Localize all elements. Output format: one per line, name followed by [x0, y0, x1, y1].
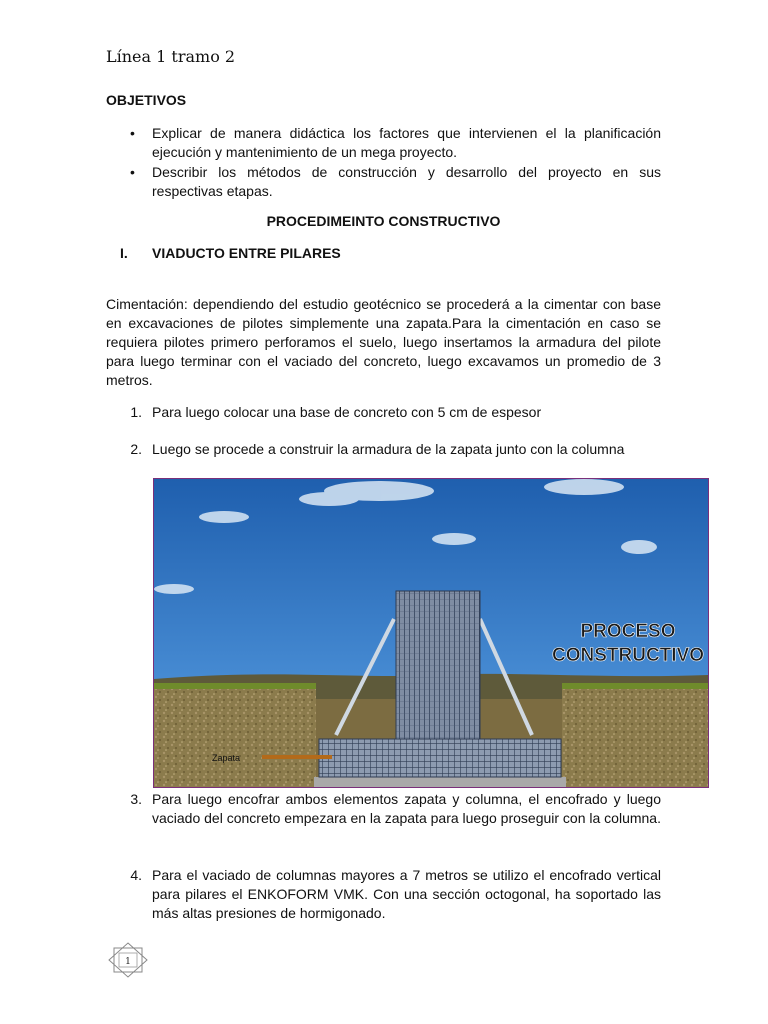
- procedure-heading: PROCEDIMEINTO CONSTRUCTIVO: [266, 213, 501, 229]
- page-number: 1: [125, 957, 131, 967]
- step-number: 2.: [130, 441, 142, 457]
- ornament-icon: [108, 942, 148, 978]
- objective-item-1: Explicar de manera didáctica los factores que intervienen el la planificación ejecución y mantenimiento de un mega proyecto.: [152, 125, 661, 160]
- bullet-icon: •: [130, 164, 135, 180]
- construction-process-figure: [153, 478, 709, 788]
- column-rebar: [396, 591, 480, 743]
- section-title: VIADUCTO ENTRE PILARES: [152, 245, 341, 261]
- caption-line-1: PROCESO: [580, 621, 676, 642]
- bullet-icon: •: [130, 125, 135, 141]
- step-text: Luego se procede a construir la armadura de la zapata junto con la columna: [152, 441, 625, 457]
- cimentacion-paragraph: Cimentación: dependiendo del estudio geotécnico se procederá a la cimentar con base en excavaciones de pilotes simplemente una zapata.Para la cimentación en caso se requiera pilotes primero perforamos el suelo, luego insertamos la armadura del pilote para luego terminar con el vaciado del concreto, luego excavamos un promedio de 3 metros.: [106, 296, 661, 388]
- page-header-title: Línea 1 tramo 2: [106, 47, 236, 66]
- objective-item-2: Describir los métodos de construcción y desarrollo del proyecto en sus respectivas etapas.: [152, 164, 661, 199]
- grass-left: [154, 683, 316, 689]
- zapata-label: Zapata: [212, 753, 241, 763]
- grass-right: [562, 683, 708, 689]
- step-text: Para luego colocar una base de concreto con 5 cm de espesor: [152, 404, 542, 420]
- step-number: 4.: [130, 867, 142, 883]
- objectives-heading: OBJETIVOS: [106, 92, 187, 108]
- footing-rebar: [319, 739, 561, 777]
- step-number: 1.: [130, 404, 142, 420]
- soil-right: [562, 684, 708, 787]
- zapata-arrow: [262, 755, 332, 759]
- soil-left: [154, 684, 316, 787]
- page-number-badge: [108, 942, 148, 978]
- construction-illustration: [154, 479, 708, 787]
- step-number: 3.: [130, 791, 142, 807]
- section-number: I.: [120, 245, 128, 261]
- caption-line-2: CONSTRUCTIVO: [552, 645, 704, 666]
- concrete-base: [314, 777, 566, 787]
- step-text: Para luego encofrar ambos elementos zapata y columna, el encofrado y luego vaciado del concreto empezara en la zapata para luego proseguir con la columna.: [152, 791, 661, 826]
- step-text: Para el vaciado de columnas mayores a 7 metros se utilizo el encofrado vertical para pilares el ENKOFORM VMK. Con una sección octogonal, ha soportado las más altas presiones de hormigonado.: [152, 867, 661, 921]
